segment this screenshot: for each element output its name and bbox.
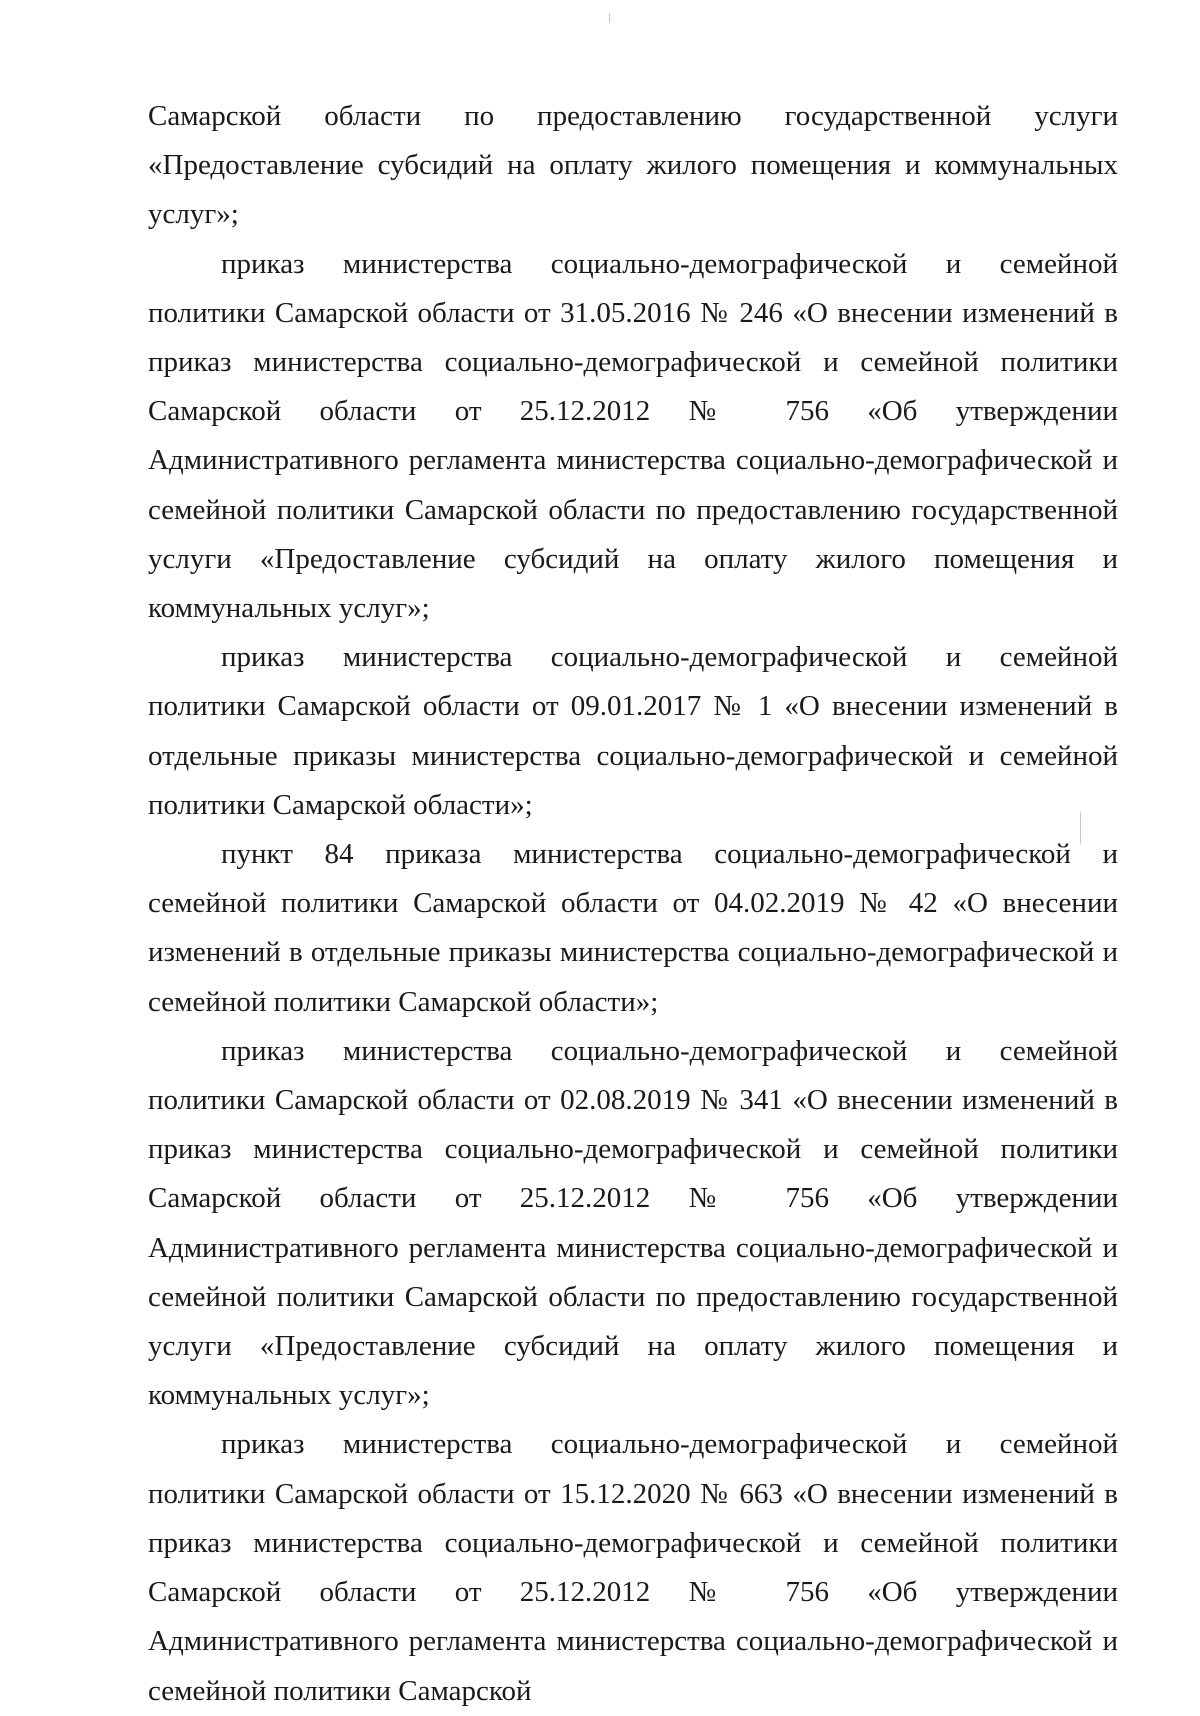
paragraph-continuation: Самарской области по предоставлению государственной услуги «Предоставление субсидий на оплату жилого помещения и коммунальных услуг»; xyxy=(148,100,1118,231)
paragraph-order-2019-42: пункт 84 приказа министерства социально-демографической и семейной политики Самарской области от 04.02.2019 № 42 «О внесении изменений в отдельные приказы министерства социально-демографической и семейной политики Самарской области»; xyxy=(148,838,1118,1018)
document-body xyxy=(148,92,1118,1716)
paragraph-order-2019-341: приказ министерства социально-демографической и семейной политики Самарской области от 02.08.2019 № 341 «О внесении изменений в приказ министерства социально-демографической и семейной политики Самарской области от 25.12.2012 № 756 «Об утверждении Административного регламента министерства социально-демографической и семейной политики Самарской области по предоставлению государственной услуги «Предоставление субсидий на оплату жилого помещения и коммунальных услуг»; xyxy=(148,1034,1118,1412)
scan-mark xyxy=(609,13,610,23)
paragraph-order-2020-663: приказ министерства социально-демографической и семейной политики Самарской области от 15.12.2020 № 663 «О внесении изменений в приказ министерства социально-демографической и семейной политики Самарской области от 25.12.2012 № 756 «Об утверждении Административного регламента министерства социально-демографической и семейной политики Самарской xyxy=(148,1428,1118,1707)
paragraph-order-2016-246: приказ министерства социально-демографической и семейной политики Самарской области от 31.05.2016 № 246 «О внесении изменений в приказ министерства социально-демографической и семейной политики Самарской области от 25.12.2012 № 756 «Об утверждении Административного регламента министерства социально-демографической и семейной политики Самарской области по предоставлению государственной услуги «Предоставление субсидий на оплату жилого помещения и коммунальных услуг»; xyxy=(148,247,1118,625)
paragraph-order-2017-1: приказ министерства социально-демографической и семейной политики Самарской области от 09.01.2017 № 1 «О внесении изменений в отдельные приказы министерства социально-демографической и семейной политики Самарской области»; xyxy=(148,641,1118,821)
